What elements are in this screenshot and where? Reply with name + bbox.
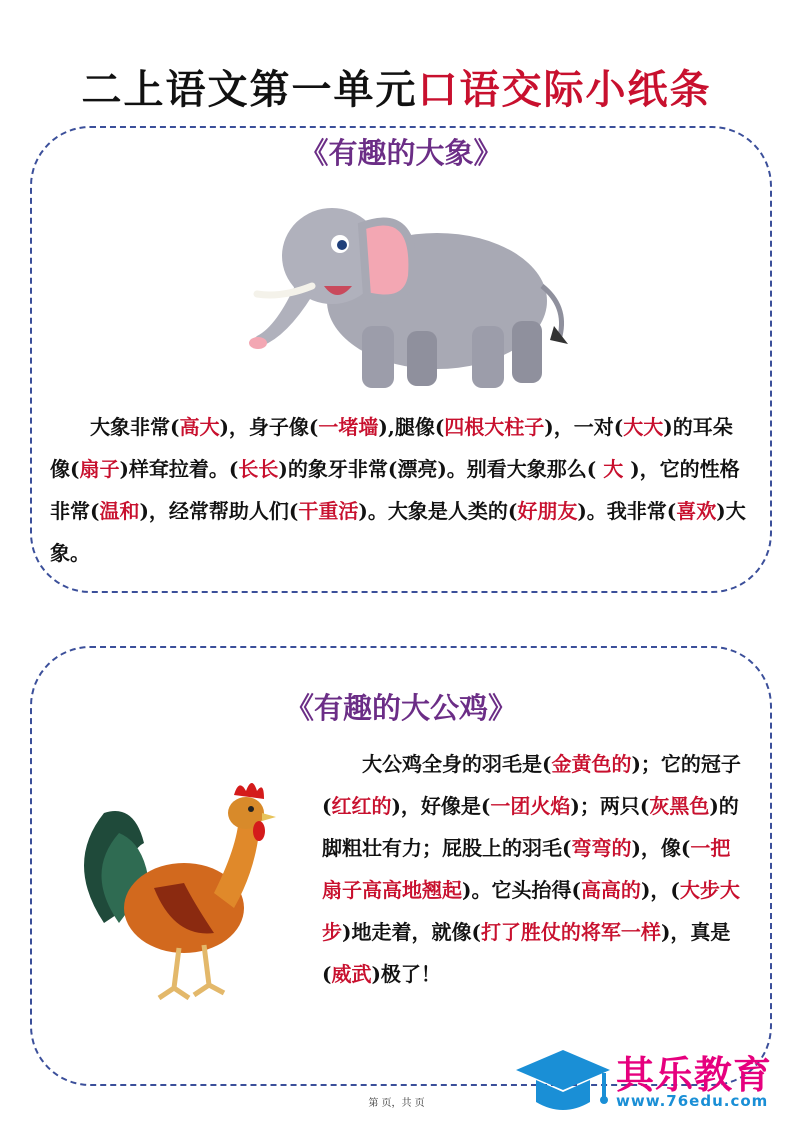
answer-text: 灰黑色 [649,794,710,818]
paragraph-text: )，经常帮助人们( [139,499,299,523]
paragraph-text: )极了！ [371,962,441,986]
paragraph-text: )样耷拉着。( [119,457,239,481]
paragraph-text: )的象牙非常(漂亮)。别看大象那么( [278,457,604,481]
paragraph-text: 大公鸡全身的羽毛是( [362,752,552,776]
title-black-part: 二上语文第一单元 [81,67,418,113]
answer-text: 四根大柱子 [444,415,545,439]
paragraph-text: )；它的冠子( [322,752,741,818]
brand-url: www.76edu.com [616,1092,769,1110]
rooster-paragraph [322,743,746,995]
answer-text: 威武 [331,962,372,986]
answer-text: 一把扇子高高地翘起 [322,836,731,902]
answer-text: 长长 [238,457,279,481]
answer-text: 干重活 [298,499,359,523]
paragraph-text: 大象非常( [90,415,180,439]
graduation-cap-icon [508,1040,616,1122]
paragraph-text: )，它的性格非常( [50,457,740,523]
paragraph-text: )，身子像( [219,415,319,439]
answer-text: 弯弯的 [571,836,632,860]
answer-text: 高大 [179,415,220,439]
answer-text: 大大 [623,415,664,439]
paragraph-text: )，像( [631,836,691,860]
answer-text: 红红的 [331,794,392,818]
brand-watermark [508,1040,793,1122]
page-footer: 第 页，共 页 [368,1098,425,1109]
rooster-title: 《有趣的大公鸡》 [284,691,517,725]
answer-text: 打了胜仗的将军一样 [480,920,661,944]
title-red-part: 口语交际小纸条 [417,67,712,113]
elephant-title: 《有趣的大象》 [299,136,503,170]
answer-text: 扇子 [79,457,120,481]
elephant-card [30,126,772,593]
answer-text: 一堵墙 [318,415,379,439]
answer-text: 大步大步 [322,878,740,944]
paragraph-text: )；两只( [570,794,650,818]
answer-text: 金黄色的 [551,752,632,776]
elephant-illustration [242,186,572,396]
elephant-paragraph [50,406,752,574]
rooster-illustration [64,773,314,1013]
answer-text: 温和 [99,499,140,523]
paragraph-text: )，好像是( [391,794,491,818]
answer-text: 高高的 [580,878,641,902]
paragraph-text: )，( [640,878,680,902]
paragraph-text: )。它头抬得( [462,878,581,902]
paragraph-text: )地走着，就像( [342,920,481,944]
paragraph-text: )。我非常( [577,499,677,523]
paragraph-text: )。大象是人类的( [358,499,518,523]
answer-text: 喜欢 [676,499,717,523]
page-title [0,58,793,115]
brand-name: 其乐教育 [616,1053,773,1097]
paragraph-text: ),腿像( [378,415,445,439]
paragraph-text: )的脚粗壮有力；屁股上的羽毛( [322,794,739,860]
paragraph-text: )，一对( [544,415,624,439]
answer-text: 大 [603,457,624,481]
answer-text: 一团火焰 [490,794,571,818]
paragraph-text: )大象。 [50,499,746,565]
paragraph-text: )的耳朵像( [50,415,733,481]
rooster-card [30,646,772,1086]
paragraph-text: )，真是( [322,920,731,986]
answer-text: 好朋友 [517,499,578,523]
